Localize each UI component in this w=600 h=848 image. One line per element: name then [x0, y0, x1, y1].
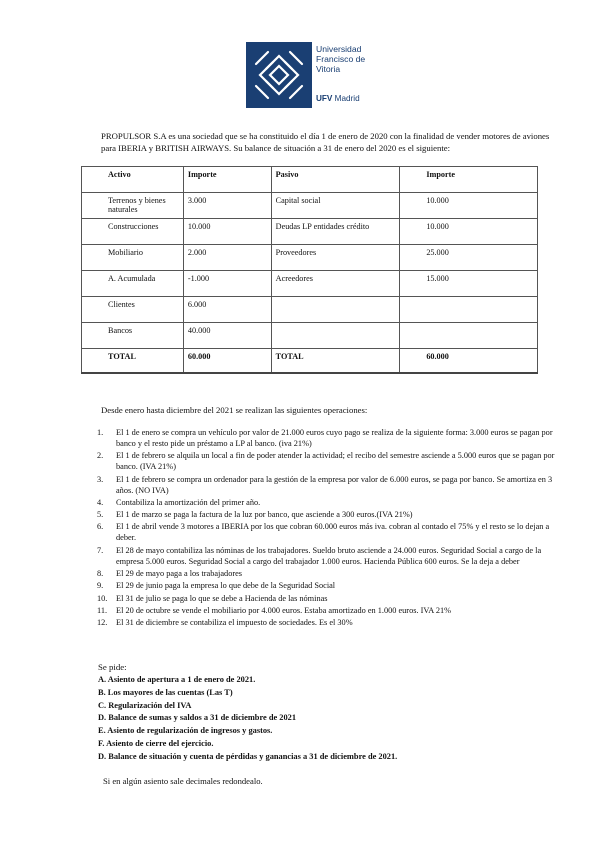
- item-number: 11.: [97, 605, 108, 615]
- ufv-emblem-icon: [246, 42, 312, 108]
- operations-intro: Desde enero hasta diciembre del 2021 se realizan las siguientes operaciones:: [101, 405, 368, 415]
- table-row: [82, 245, 538, 271]
- item-number: 1.: [97, 428, 104, 437]
- cell-pasivo: [271, 297, 400, 323]
- item-number: 4.: [97, 497, 104, 507]
- list-item: F. Asiento de cierre del ejercicio.: [98, 738, 214, 748]
- rounding-note: Si en algún asiento sale decimales redondealo.: [103, 776, 263, 786]
- list-item: D. Balance de sumas y saldos a 31 de diciembre de 2021: [98, 713, 297, 723]
- item-text: Contabiliza la amortización del primer año.: [116, 497, 261, 507]
- cell-importe: 40.000: [183, 323, 271, 349]
- cell-importe: 10.000: [400, 193, 538, 219]
- total-activo: 60.000: [183, 349, 271, 374]
- list-item: [97, 593, 557, 604]
- table-header-row: [82, 167, 538, 193]
- cell-activo: Terrenos y bienes naturales: [82, 193, 184, 219]
- university-logo: [246, 42, 366, 108]
- table-row: [82, 219, 538, 245]
- total-pasivo: 60.000: [400, 349, 538, 374]
- item-text: El 1 de marzo se paga la factura de la luz por banco, que asciende a 300 euros.(IVA 21%): [116, 510, 413, 520]
- list-item: C. Regularización del IVA: [98, 700, 192, 710]
- item-text: El 29 de junio paga la empresa lo que debe de la Seguridad Social: [116, 581, 336, 591]
- list-item: [97, 497, 557, 508]
- requirements-list: [98, 674, 397, 764]
- item-text: El 1 de febrero se compra un ordenador para la gestión de la empresa por valor de 6.000 euros, se paga por banco. Se amortiza en 3 años. (NO IVA): [116, 474, 553, 495]
- item-number: 12.: [97, 618, 108, 628]
- item-number: 7.: [97, 545, 104, 555]
- item-text: El 1 de febrero se alquila un local a fin de poder atender la actividad; el recibo del semestre asciende a 5.000 euros que se pagan por banco. (IVA 21%): [116, 451, 555, 472]
- list-item: D. Balance de situación y cuenta de pérdidas y ganancias a 31 de diciembre de 2021.: [98, 751, 398, 761]
- list-item: [97, 617, 557, 628]
- cell-importe: [400, 297, 538, 323]
- cell-importe: 3.000: [183, 193, 271, 219]
- cell-importe: 10.000: [400, 219, 538, 245]
- university-name: [316, 44, 365, 74]
- list-item: [97, 580, 557, 591]
- cell-importe: 10.000: [183, 219, 271, 245]
- list-item: [97, 568, 557, 579]
- cell-importe: 2.000: [183, 245, 271, 271]
- item-text: El 28 de mayo contabiliza las nóminas de los trabajadores. Sueldo bruto asciende a 24.000 euros. Seguridad Social a cargo de la empresa 5.000 euros. Seguridad Social a cargo del trabajador 1.000 euros. Hacienda Pública 600 euros. Se la deja a deber: [116, 545, 542, 566]
- cell-importe: 6.000: [183, 297, 271, 323]
- total-label-pasivo: TOTAL: [271, 349, 400, 374]
- cell-pasivo: Proveedores: [271, 245, 400, 271]
- cell-activo: Bancos: [82, 323, 184, 349]
- list-item: [97, 509, 557, 520]
- table-row: [82, 271, 538, 297]
- header-importe-pasivo: Importe: [400, 167, 538, 193]
- cell-importe: 25.000: [400, 245, 538, 271]
- cell-pasivo: [271, 323, 400, 349]
- cell-pasivo: Capital social: [271, 193, 400, 219]
- cell-pasivo: Acreedores: [271, 271, 400, 297]
- se-pide-heading: Se pide:: [98, 662, 127, 672]
- list-item: [97, 474, 557, 496]
- item-text: El 1 de enero se compra un vehículo por valor de 21.000 euros cuyo pago se realiza de la siguiente forma: 3.000 euros se pagan por banco y el resto pide un préstamo a LP al banco. (iva 21%): [116, 428, 553, 448]
- item-number: 9.: [97, 581, 104, 591]
- item-number: 3.: [97, 474, 104, 484]
- list-item: [97, 545, 557, 567]
- logo-line-2: Francisco de: [316, 54, 366, 64]
- balance-table: [81, 166, 538, 374]
- cell-importe: -1.000: [183, 271, 271, 297]
- item-number: 5.: [97, 510, 104, 520]
- list-item: B. Los mayores de las cuentas (Las T): [98, 687, 233, 697]
- header-importe-activo: Importe: [183, 167, 271, 193]
- item-text: El 1 de abril vende 3 motores a IBERIA por los que cobran 60.000 euros más iva. cobran al contado el 75% y el resto se lo dejan a deber.: [116, 522, 550, 543]
- cell-activo: Construcciones: [82, 219, 184, 245]
- operations-list: [97, 427, 557, 630]
- item-number: 2.: [97, 451, 104, 461]
- item-text: El 31 de diciembre se contabiliza el impuesto de sociedades. Es el 30%: [116, 618, 353, 628]
- list-item: [97, 521, 557, 543]
- logo-line-1: Universidad: [316, 44, 362, 54]
- table-row: [82, 193, 538, 219]
- cell-activo: Clientes: [82, 297, 184, 323]
- item-text: El 29 de mayo paga a los trabajadores: [116, 569, 243, 579]
- list-item: [97, 427, 557, 449]
- table-row: [82, 323, 538, 349]
- item-text: El 20 de octubre se vende el mobiliario por 4.000 euros. Estaba amortizado en 1.000 euros. IVA 21%: [116, 605, 452, 615]
- cell-activo: A. Acumulada: [82, 271, 184, 297]
- total-label-activo: TOTAL: [82, 349, 184, 374]
- cell-importe: [400, 323, 538, 349]
- logo-madrid: Madrid: [334, 94, 360, 103]
- item-number: 6.: [97, 522, 104, 532]
- intro-paragraph: PROPULSOR S.A es una sociedad que se ha constituido el día 1 de enero de 2020 con la finalidad de vender motores de aviones para IBERIA y BRITISH AIRWAYS. Su balance de situación a 31 de enero del 2020 es el siguiente:: [101, 131, 550, 153]
- header-pasivo: Pasivo: [271, 167, 400, 193]
- header-activo: Activo: [82, 167, 184, 193]
- logo-line-3: Vitoria: [316, 64, 341, 74]
- logo-campus: [316, 94, 360, 103]
- table-row: [82, 297, 538, 323]
- cell-activo: Mobiliario: [82, 245, 184, 271]
- list-item: A. Asiento de apertura a 1 de enero de 2021.: [98, 675, 256, 684]
- logo-ufv: UFV: [316, 94, 333, 103]
- list-item: E. Asiento de regularización de ingresos y gastos.: [98, 726, 273, 736]
- item-number: 8.: [97, 569, 104, 579]
- list-item: [97, 450, 557, 472]
- cell-importe: 15.000: [400, 271, 538, 297]
- item-number: 10.: [97, 593, 108, 603]
- table-total-row: [82, 349, 538, 374]
- list-item: [97, 605, 557, 616]
- item-text: El 31 de julio se paga lo que se debe a Hacienda de las nóminas: [116, 593, 328, 603]
- cell-pasivo: Deudas LP entidades crédito: [271, 219, 400, 245]
